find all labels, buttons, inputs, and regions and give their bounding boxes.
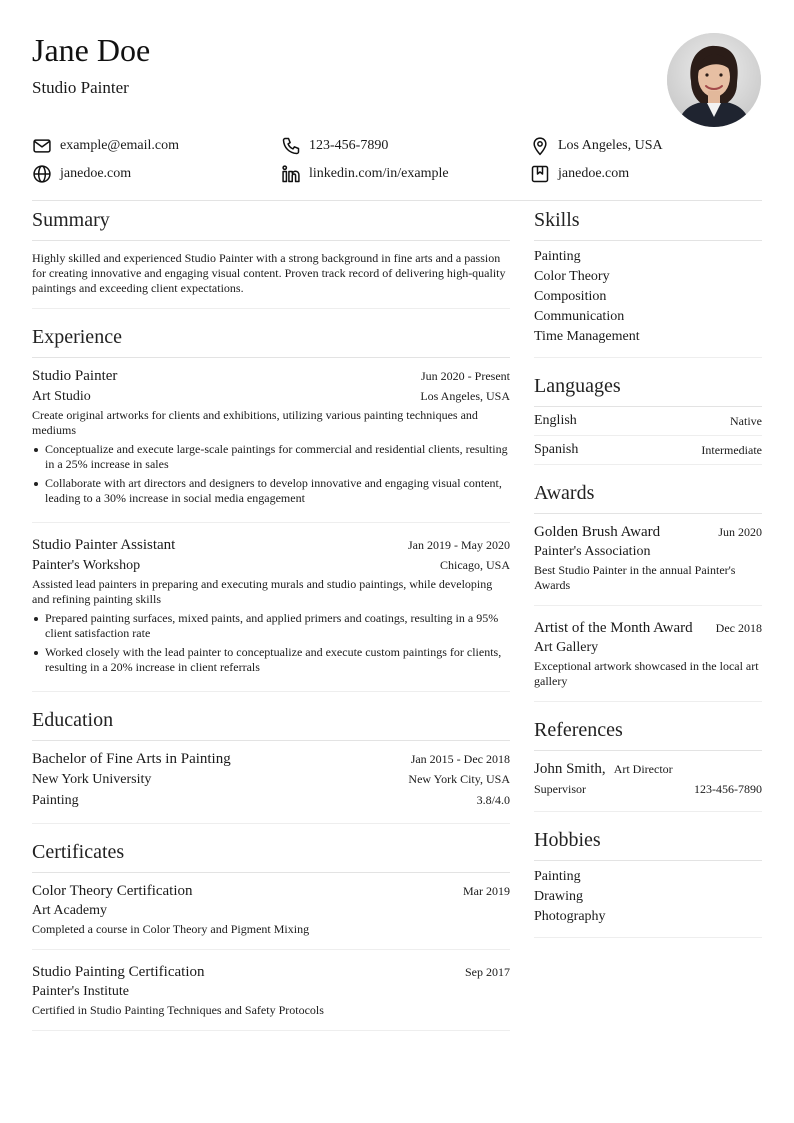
job-location: Los Angeles, USA [420,389,510,403]
certificate-date: Sep 2017 [465,965,510,979]
job-bullet: Collaborate with art directors and designers to develop innovative and engaging visual content, leading to a 30% increase in social media engagement [32,476,510,506]
certificates-heading: Certificates [32,838,510,873]
field-of-study: Painting [32,793,79,808]
avatar-portrait-icon [667,33,761,127]
reference-relation: Supervisor [534,782,586,796]
award-description: Best Studio Painter in the annual Painter's Awards [534,563,736,592]
job-company: Art Studio [32,389,91,404]
candidate-role: Studio Painter [32,78,129,97]
award-name: Golden Brush Award [534,524,661,540]
award-date: Jun 2020 [718,525,762,539]
gpa: 3.8/4.0 [476,793,510,807]
certificates-section [32,838,510,1031]
hobby-item: Drawing [534,889,583,904]
phone-icon [281,136,301,156]
contact-location [530,134,663,158]
experience-heading: Experience [32,323,510,358]
languages-section [534,372,762,465]
map-pin-icon [530,136,550,156]
certificate-name: Color Theory Certification [32,883,193,899]
contact-phone-text: 123-456-7890 [309,138,389,153]
header-divider [32,200,762,201]
hobby-item: Painting [534,869,581,884]
profile-photo [667,33,761,127]
candidate-name: Jane Doe [32,32,151,68]
experience-entry [32,358,510,523]
certificate-description: Certified in Studio Painting Techniques and Safety Protocols [32,1003,324,1017]
globe-icon [32,164,52,184]
job-company: Painter's Workshop [32,558,141,573]
education-entry [32,741,510,824]
summary-heading: Summary [32,206,510,241]
school-location: New York City, USA [408,772,510,786]
language-level: Native [730,413,762,428]
reference-position: Art Director [613,762,673,776]
job-bullet: Conceptualize and execute large-scale paintings for commercial and residential clients, resulting in a 25% increase in sales [32,442,510,472]
language-name: Spanish [534,442,579,457]
reference-name: John Smith, [534,761,606,777]
contact-portfolio[interactable] [530,162,629,186]
language-entry [534,407,762,436]
education-section [32,706,510,824]
summary-section [32,206,510,309]
linkedin-icon [281,164,301,184]
language-level: Intermediate [701,442,762,457]
summary-text: Highly skilled and experienced Studio Painter with a strong background in fine arts and a passion for creating innovative and engaging visual content. Proven track record of delivering high-quality paintings and exceeding client expectations. [32,251,506,295]
contact-linkedin[interactable] [281,162,449,186]
hobbies-heading: Hobbies [534,826,762,861]
job-title: Studio Painter [32,368,118,384]
job-title: Studio Painter Assistant [32,537,176,553]
award-name: Artist of the Month Award [534,620,693,636]
certificate-issuer: Art Academy [32,903,108,918]
awards-heading: Awards [534,479,762,514]
job-location: Chicago, USA [440,558,510,572]
certificate-date: Mar 2019 [463,884,510,898]
skill-item: Communication [534,309,625,324]
degree-title: Bachelor of Fine Arts in Painting [32,751,231,767]
skills-heading: Skills [534,206,762,241]
contact-phone[interactable] [281,134,388,158]
job-dates: Jun 2020 - Present [421,369,510,383]
contact-email-text: example@email.com [60,138,180,153]
contact-website-text: janedoe.com [60,166,132,181]
skill-item: Painting [534,249,581,264]
award-issuer: Painter's Association [534,544,651,559]
skill-item: Time Management [534,329,640,344]
certificate-issuer: Painter's Institute [32,984,130,999]
contact-portfolio-text: janedoe.com [558,166,630,181]
left-column [32,206,510,1031]
certificate-entry [32,873,510,950]
awards-section [534,479,762,702]
award-description: Exceptional artwork showcased in the local art gallery [534,659,759,688]
job-description: Assisted lead painters in preparing and executing murals and studio paintings, while developing and refining painting skills [32,577,493,606]
job-bullet: Worked closely with the lead painter to conceptualize and execute custom paintings for clients, resulting in a 20% increase in client referrals [32,645,510,675]
reference-phone: 123-456-7890 [694,782,762,796]
certificate-name: Studio Painting Certification [32,964,205,980]
award-entry [534,514,762,606]
right-column [534,206,762,938]
award-entry [534,606,762,702]
certificate-entry [32,950,510,1031]
skill-item: Composition [534,289,607,304]
job-description: Create original artworks for clients and exhibitions, utilizing various painting techniques and mediums [32,408,478,437]
envelope-icon [32,136,52,156]
reference-entry [534,751,762,812]
award-issuer: Art Gallery [534,640,599,655]
language-name: English [534,413,577,428]
hobby-item: Photography [534,909,606,924]
education-heading: Education [32,706,510,741]
language-entry [534,436,762,465]
contact-email[interactable] [32,134,179,158]
experience-entry [32,523,510,692]
job-bullet: Prepared painting surfaces, mixed paints, and applied primers and coatings, resulting in a 95% client satisfaction rate [32,611,510,641]
job-dates: Jan 2019 - May 2020 [408,538,510,552]
languages-heading: Languages [534,372,762,407]
references-heading: References [534,716,762,751]
bookmark-icon [530,164,550,184]
references-section [534,716,762,812]
skills-section [534,206,762,358]
experience-section [32,323,510,692]
school-name: New York University [32,772,152,787]
contact-info [32,134,762,190]
contact-website[interactable] [32,162,131,186]
award-date: Dec 2018 [715,621,762,635]
contact-linkedin-text: linkedin.com/in/example [309,166,449,181]
education-dates: Jan 2015 - Dec 2018 [410,752,510,766]
contact-location-text: Los Angeles, USA [558,138,663,153]
skill-item: Color Theory [534,269,610,284]
certificate-description: Completed a course in Color Theory and Pigment Mixing [32,922,310,936]
hobbies-section [534,826,762,938]
